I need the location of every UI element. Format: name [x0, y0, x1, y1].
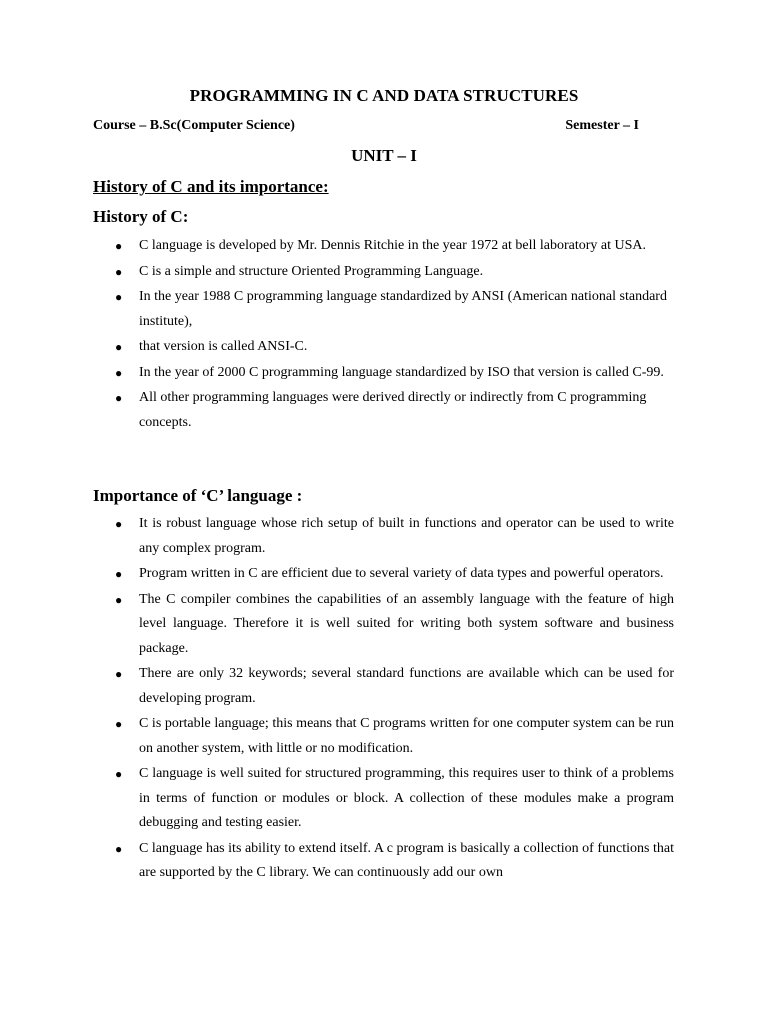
list-item: ● C is portable language; this means that C programs written for one computer system can be run on another system, with little or no modification. [0, 712, 674, 761]
list-item: ● C language is developed by Mr. Dennis Ritchie in the year 1972 at bell laboratory at USA. [0, 234, 674, 259]
document-title: PROGRAMMING IN C AND DATA STRUCTURES [189, 86, 579, 105]
list-item: ● C language has its ability to extend itself. A c program is basically a collection of functions that are supported by the C library. We can continuously add our own [0, 837, 674, 886]
course-label: Course – B.Sc(Computer Science) [93, 118, 295, 133]
section-heading: History of C and its importance: [93, 177, 329, 196]
bullet-icon: ● [115, 567, 123, 581]
list-item: ● In the year of 2000 C programming language standardized by ISO that version is called C-99. [0, 361, 674, 386]
list-item: ● C is a simple and structure Oriented Programming Language. [0, 260, 674, 285]
bullet-icon: ● [115, 592, 123, 607]
history-bullet-list [0, 234, 768, 436]
list-item: ● that version is called ANSI-C. [0, 335, 674, 360]
importance-heading: Importance of ‘C’ language : [93, 486, 303, 505]
list-item: ● All other programming languages were derived directly or indirectly from C programming concepts. [0, 386, 674, 435]
importance-bullet-list [0, 512, 768, 887]
bullet-icon: ● [115, 717, 123, 731]
bullet-icon: ● [115, 365, 123, 380]
bullet-icon: ● [115, 239, 123, 253]
unit-heading: UNIT – I [351, 146, 417, 165]
bullet-icon: ● [115, 841, 123, 856]
bullet-icon: ● [115, 767, 123, 781]
list-item: ● There are only 32 keywords; several standard functions are available which can be used for developing program. [0, 662, 674, 711]
list-item: ● It is robust language whose rich setup of built in functions and operator can be used to write any complex program. [0, 512, 674, 561]
semester-label: Semester – I [565, 118, 639, 133]
history-heading: History of C: [93, 207, 189, 226]
bullet-icon: ● [115, 264, 123, 279]
list-item: ● C language is well suited for structured programming, this requires user to think of a problems in terms of function or modules or block. A collection of these modules make a program debugging and testing easier. [0, 762, 674, 836]
list-item: ● Program written in C are efficient due to several variety of data types and powerful operators. [0, 562, 674, 587]
bullet-icon: ● [115, 290, 123, 304]
bullet-icon: ● [115, 391, 123, 405]
bullet-icon: ● [115, 517, 123, 531]
list-item: ● The C compiler combines the capabilities of an assembly language with the feature of high level language. Therefore it is well suited for writing both system software and business package. [0, 588, 674, 662]
bullet-icon: ● [115, 667, 123, 681]
bullet-icon: ● [115, 340, 123, 354]
list-item: ● In the year 1988 C programming language standardized by ANSI (American national standard institute), [0, 285, 674, 334]
